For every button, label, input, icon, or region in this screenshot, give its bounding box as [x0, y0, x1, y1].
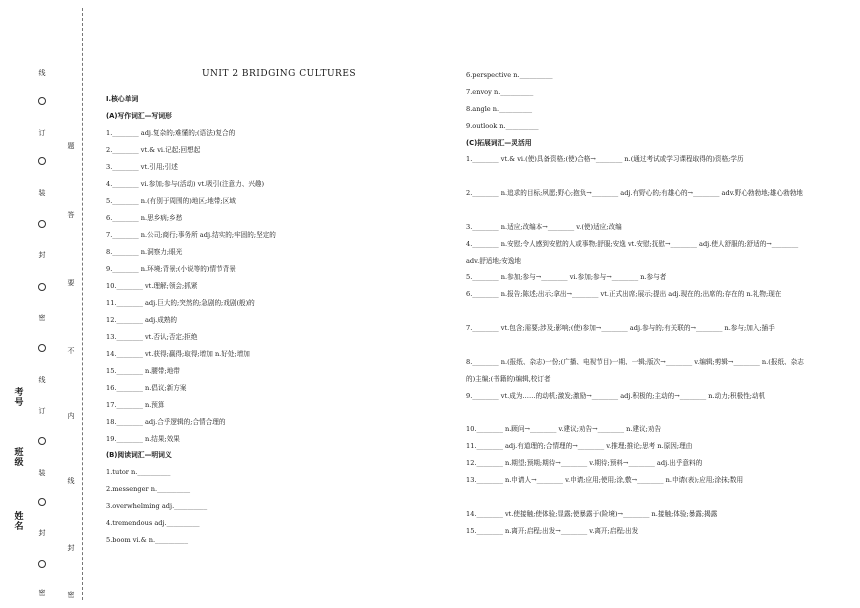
- b-item-5: 5.boom vi.& n.__________: [106, 536, 189, 544]
- c-item-7: 7.________ vt.包含;需要;涉及;影响;(使)参加→________ adj.参与的;有关联的→________ n.参与;加入;插手: [466, 324, 775, 332]
- a-item-19: 19.________ n.结果;效果: [106, 435, 180, 443]
- b-item-4: 4.tremendous adj.__________: [106, 519, 200, 527]
- margin-char: 封: [67, 544, 75, 552]
- a-item-18: 18.________ adj.合乎逻辑的;合情合理的: [106, 418, 226, 426]
- b-item-2: 2.messenger n.__________: [106, 485, 191, 493]
- a-item-2: 2.________ vt.& vi.记起;回想起: [106, 146, 201, 154]
- c-item-15: 15.________ n.离开;启程;出发→________ v.离开;启程;出发: [466, 527, 639, 535]
- margin-char: 题: [67, 142, 75, 150]
- margin-char: 不: [67, 347, 75, 355]
- b-item-8: 8.angle n.__________: [466, 105, 533, 113]
- margin-char: 封: [38, 251, 46, 259]
- margin-circle: [38, 437, 46, 445]
- margin-char: 封: [38, 529, 46, 537]
- c-item-2: 2.________ n.追求的目标;夙愿;野心;抱负→________ adj.有野心的;有雄心的→________ adv.野心勃勃地;雄心勃勃地: [466, 189, 803, 197]
- c-item-12: 12.________ n.期望;预期;期待→________ v.期待;预料→________ adj.出乎意料的: [466, 459, 703, 467]
- margin-char: 订: [38, 129, 46, 137]
- margin-circle: [38, 97, 46, 105]
- c-item-5: 5.________ n.参加;参与→________ vi.参加;参与→________ n.参与者: [466, 273, 667, 281]
- section-b-heading: (B)阅读词汇—明词义: [106, 451, 172, 459]
- a-item-9: 9.________ n.环境;背景;(小说等的)情节背景: [106, 265, 236, 273]
- section-c-heading: (C)拓展词汇—灵活用: [466, 139, 532, 147]
- a-item-7: 7.________ n.公司;商行;事务所 adj.结实的;牢固的;坚定的: [106, 231, 276, 239]
- margin-circle: [38, 157, 46, 165]
- page-title: UNIT 2 BRIDGING CULTURES: [201, 69, 357, 79]
- a-item-1: 1.________ adj.复杂的;难懂的;(语法)复合的: [106, 129, 236, 137]
- c-item-11: 11.________ adj.有道理的;合情理的→________ v.推理;推论;思考 n.原因;理由: [466, 442, 693, 450]
- cut-line: [82, 8, 83, 600]
- a-item-14: 14.________ vt.获得;赢得;取得;增加 n.好处;增加: [106, 350, 250, 358]
- c-item-6: 6.________ n.报告;陈述;出示;拿出→________ vt.正式出席;展示;提出 adj.现在的;出席的;存在的 n.礼物;现在: [466, 290, 782, 298]
- margin-char: 装: [38, 469, 46, 477]
- a-item-6: 6.________ n.思乡病;乡愁: [106, 214, 183, 222]
- exam-number-label: 考号: [14, 388, 24, 408]
- a-item-5: 5.________ n.(有别于周围的)地区;地带;区域: [106, 197, 236, 205]
- class-label: 班级: [14, 448, 24, 468]
- margin-circle: [38, 283, 46, 291]
- a-item-16: 16.________ n.倡议;新方案: [106, 384, 187, 392]
- b-item-7: 7.envoy n.__________: [466, 88, 534, 96]
- name-label: 姓名: [14, 512, 24, 532]
- margin-circle: [38, 344, 46, 352]
- a-item-10: 10.________ vt.理解;领会;抓紧: [106, 282, 198, 290]
- margin-char: 线: [38, 69, 46, 77]
- a-item-13: 13.________ vt.否认;否定;拒绝: [106, 333, 198, 341]
- margin-char: 密: [38, 314, 46, 322]
- b-item-6: 6.perspective n.__________: [466, 71, 553, 79]
- c-item-4: 4.________ n.安慰;令人感到安慰的人或事物;舒服;安逸 vt.安慰;抚慰→________ adj.使人舒服的;舒适的→________ adv.舒适地;安逸地: [466, 240, 799, 265]
- margin-char: 要: [67, 279, 75, 287]
- margin-char: 线: [67, 477, 75, 485]
- margin-circle: [38, 220, 46, 228]
- section-core-words: Ⅰ.核心单词: [106, 95, 139, 103]
- margin-char: 线: [38, 376, 46, 384]
- section-a-heading: (A)写作词汇—写词形: [106, 112, 172, 120]
- c-item-3: 3.________ n.适应;改编本→________ v.(使)适应;改编: [466, 223, 622, 231]
- b-item-9: 9.outlook n.__________: [466, 122, 539, 130]
- a-item-3: 3.________ vt.引用;引述: [106, 163, 178, 171]
- c-item-14: 14.________ vt.使接触;使体验;显露;使暴露于(险境)→________ n.接触;体验;暴露;揭露: [466, 510, 718, 518]
- c-item-1: 1.________ vt.& vi.(使)具备资格;(使)合格→________ n.(通过考试或学习课程取得的)资格;学历: [466, 155, 744, 163]
- margin-char: 答: [67, 211, 75, 219]
- c-item-8: 8.________ n.(报纸、杂志)一份;(广播、电视节目)一期、一辑;版次→________ v.编辑;剪辑→________ n.(报纸、杂志的)主编;(书籍的)编辑,校订者: [466, 358, 804, 383]
- b-item-3: 3.overwhelming adj.__________: [106, 502, 208, 510]
- c-item-10: 10.________ n.顾问→________ v.建议;劝告→________ n.建议;劝告: [466, 425, 662, 433]
- binding-margin: [0, 0, 95, 608]
- c-item-13: 13.________ n.申请人→________ v.申请;应用;使用;涂,敷→________ n.申请(表);应用;涂抹;数用: [466, 476, 744, 484]
- a-item-12: 12.________ adj.成熟的: [106, 316, 178, 324]
- margin-char: 订: [38, 407, 46, 415]
- a-item-15: 15.________ n.腰带;地带: [106, 367, 180, 375]
- a-item-4: 4.________ vi.参加;参与(活动) vt.吸引(注意力、兴趣): [106, 180, 265, 188]
- b-item-1: 1.tutor n.__________: [106, 468, 171, 476]
- margin-circle: [38, 560, 46, 568]
- margin-circle: [38, 498, 46, 506]
- c-item-9: 9.________ vt.成为……的动机;激发;激励→________ adj.积极的;主动的→________ n.动力;积极性;动机: [466, 392, 766, 400]
- margin-char: 装: [38, 189, 46, 197]
- margin-char: 内: [67, 412, 75, 420]
- a-item-11: 11.________ adj.巨大的;突然的;急剧的;戏剧(般)的: [106, 299, 255, 307]
- a-item-8: 8.________ n.洞察力;眼光: [106, 248, 183, 256]
- margin-char: 密: [67, 591, 75, 599]
- margin-char: 密: [38, 589, 46, 597]
- a-item-17: 17.________ n.预算: [106, 401, 165, 409]
